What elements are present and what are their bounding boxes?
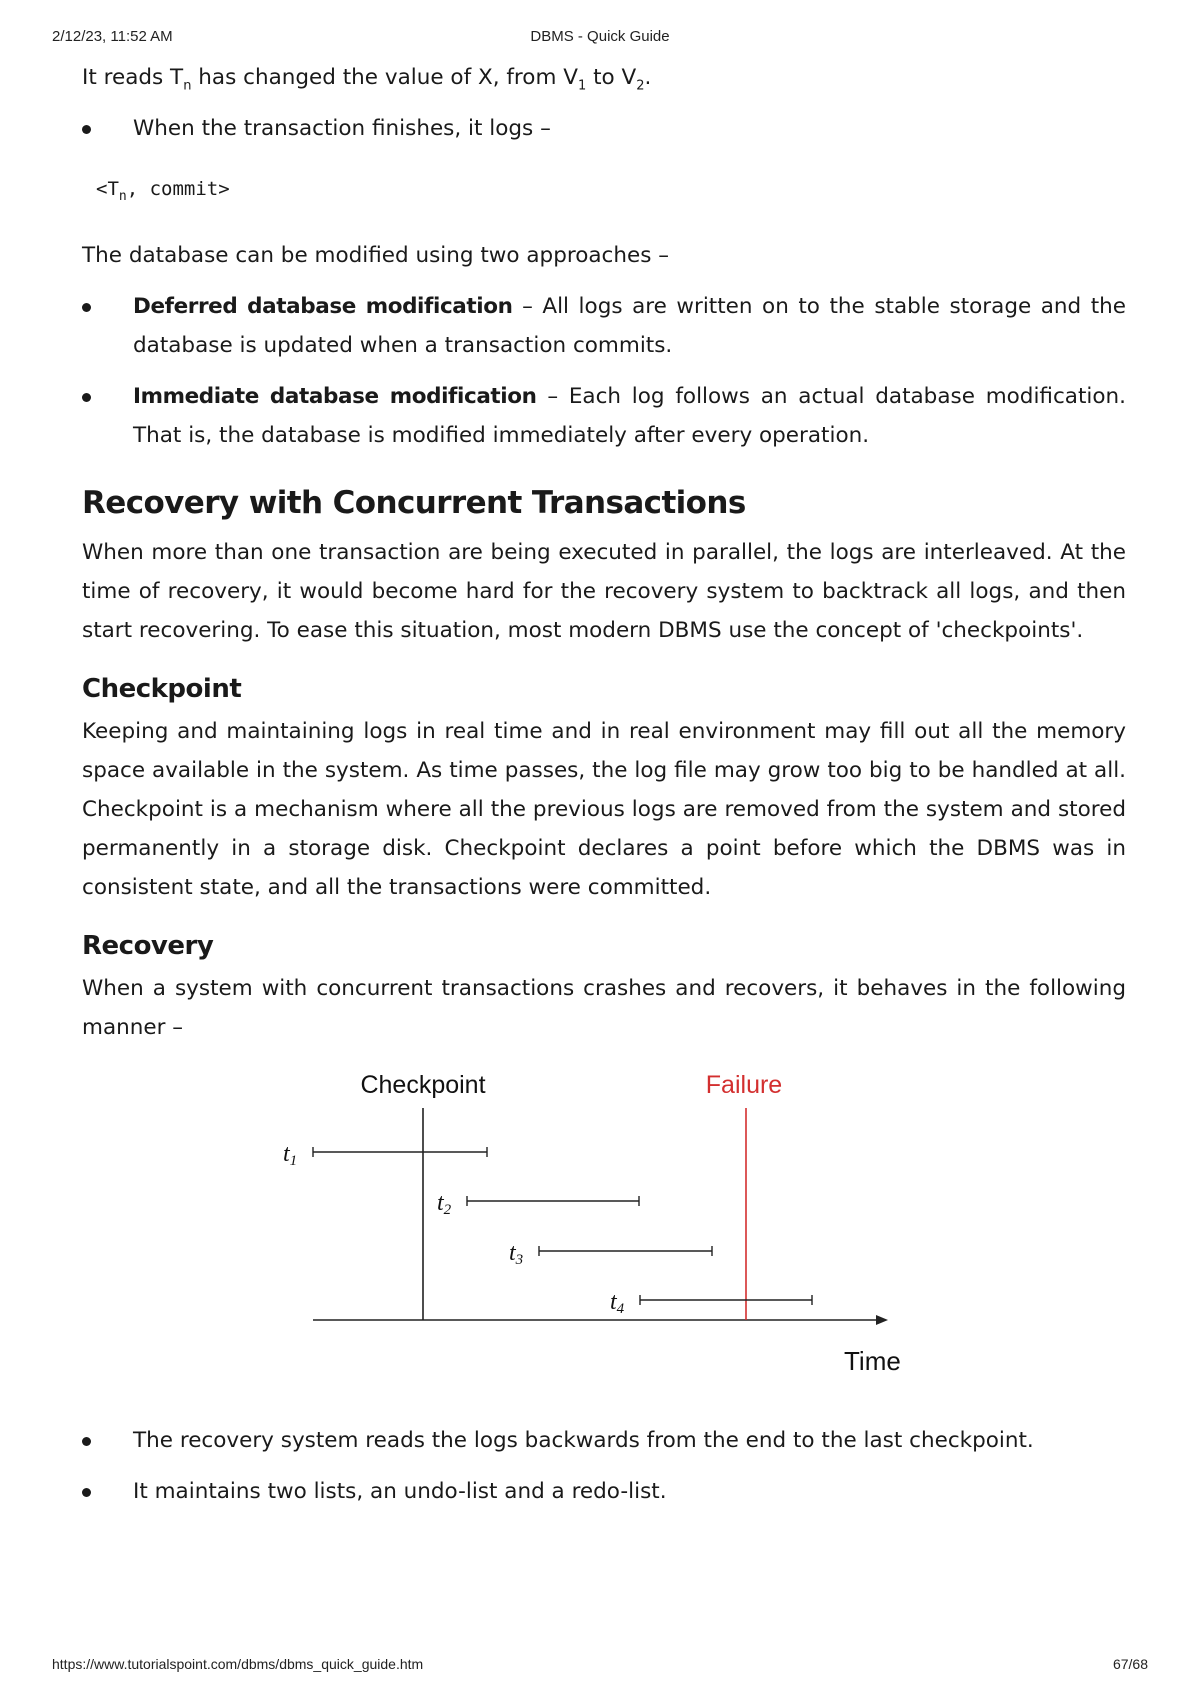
intro-paragraph: It reads $T_n$ has changed the value of X, from $V_1$ to $V_2$.: [82, 65, 652, 94]
recovery-steps-list: [82, 1421, 1126, 1511]
list-item: The recovery system reads the logs backwards from the end to the last checkpoint.: [82, 1421, 1126, 1460]
recovery-diagram-svg: [82, 1047, 1126, 1421]
print-header: [52, 28, 1148, 48]
checkpoint-paragraph: Keeping and maintaining logs in real time and in real environment may fill out all the memory space available in the system. As time passes, the log file may grow too big to be handled at all. Checkpoint is a mechanism where all the previous logs are removed from the system and stored permanently in a storage disk. Checkpoint declares a point before which the DBMS was in consistent state, and all the transactions were committed.: [82, 719, 1126, 900]
list-item: It maintains two lists, an undo-list and a redo-list.: [82, 1472, 1126, 1511]
heading-checkpoint: Checkpoint: [82, 674, 242, 704]
approach-term: Immediate database modification: [133, 384, 537, 409]
bullet-icon: [82, 1437, 91, 1446]
transaction-label: t4: [610, 1289, 625, 1317]
approaches-intro: The database can be modified using two approaches –: [82, 243, 670, 268]
article-content: [82, 58, 1126, 1511]
code-block: $<T_n$, commit>: [96, 178, 230, 204]
print-url: https://www.tutorialspoint.com/dbms/dbms_quick_guide.htm: [52, 1656, 424, 1672]
failure-label: Failure: [705, 1071, 783, 1099]
bullet-icon: [82, 393, 91, 402]
transaction-label: t1: [283, 1141, 298, 1169]
list-item: Deferred database modification – All logs are written on to the stable storage and the database is updated when a transaction commits.: [82, 287, 1126, 365]
print-page-number: 67/68: [1112, 1656, 1148, 1672]
list-item: Immediate database modification – Each log follows an actual database modification. That is, the database is modified immediately after every operation.: [82, 377, 1126, 455]
print-date: 2/12/23, 11:52 AM: [52, 28, 173, 45]
transaction-label: t3: [509, 1240, 524, 1268]
time-axis-arrow-icon: [876, 1315, 888, 1325]
recovery-diagram: [82, 1047, 1126, 1421]
concurrent-paragraph: When more than one transaction are being executed in parallel, the logs are interleaved. At the time of recovery, it would become hard for the recovery system to backtrack all logs, and then start recovering. To ease this situation, most modern DBMS use the concept of 'checkpoints'.: [82, 540, 1126, 643]
print-title: DBMS - Quick Guide: [530, 28, 670, 45]
recovery-paragraph: When a system with concurrent transactions crashes and recovers, it behaves in the following manner –: [82, 976, 1126, 1040]
bullet-icon: [82, 125, 91, 134]
heading-concurrent-transactions: Recovery with Concurrent Transactions: [82, 485, 746, 521]
heading-recovery: Recovery: [82, 931, 214, 961]
approach-term: Deferred database modification: [133, 294, 513, 319]
list-item: When the transaction finishes, it logs –: [82, 109, 1126, 148]
checkpoint-label: Checkpoint: [360, 1071, 486, 1099]
time-label: Time: [844, 1346, 901, 1376]
finish-bullet-list: [82, 109, 1126, 148]
bullet-icon: [82, 303, 91, 312]
approaches-list: [82, 287, 1126, 455]
bullet-icon: [82, 1488, 91, 1497]
print-footer: [52, 1656, 1148, 1676]
transaction-label: t2: [437, 1190, 452, 1218]
